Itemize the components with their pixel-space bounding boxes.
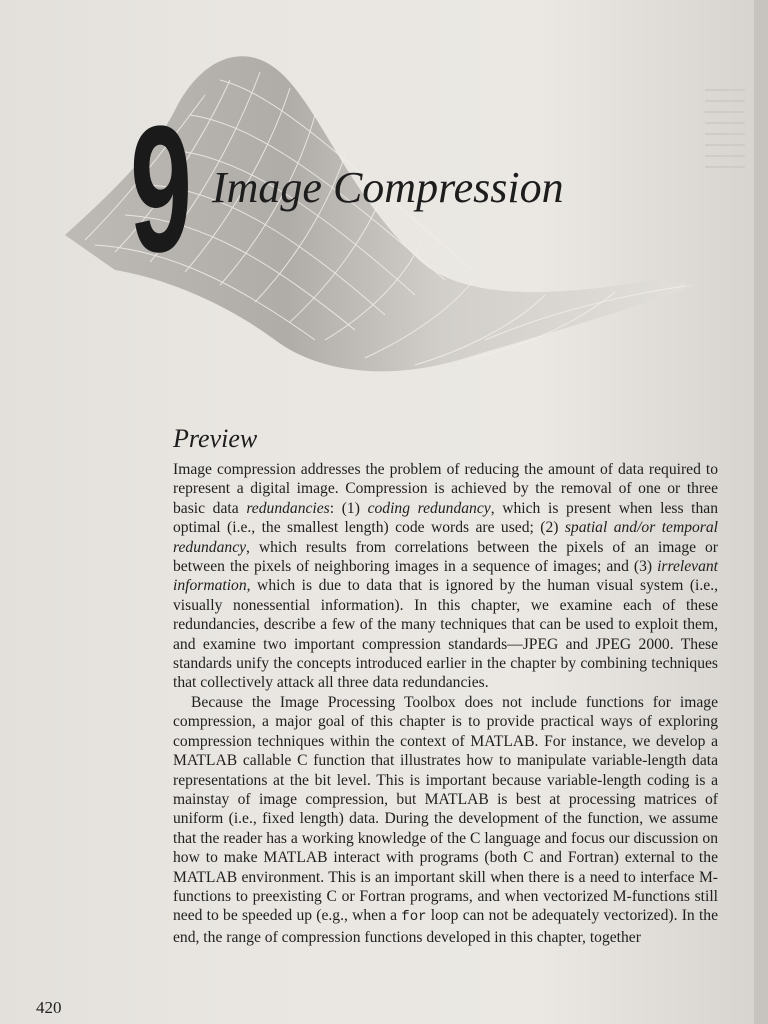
paragraph-2: Because the Image Processing Toolbox does not include functions for image compression, a major goal of this chapter is to provide practical ways of exploring compression techniques within the context of MATLAB. For instance, we develop a MATLAB callable C function that illustrates how to manipulate variable-length data representations at the bit level. This is important because variable-length coding is a mainstay of image compression, but MATLAB is best at processing matrices of uniform (i.e., fixed length) data. During the development of the function, we assume that the reader has a working knowledge of the C language and focus our discussion on how to make MATLAB interact with programs (both C and Fortran) external to the MATLAB environment. This is an important skill when there is a need to interface M-functions to preexisting C or Fortran programs, and when vectorized M-functions still need to be speeded up (e.g., when a for loop can not be adequately vectorized). In the end, the range of compression functions developed in this chapter, together bbox=[173, 693, 719, 946]
page-spine-shadow bbox=[754, 0, 768, 1024]
chapter-number: 9 bbox=[130, 89, 189, 290]
chapter-title: Image Compression bbox=[212, 163, 564, 212]
paragraph-1: Image compression addresses the problem of reducing the amount of data required to represent a digital image. Compression is achieved by the removal of one or three basic data redundancies: (1) coding redundancy, which is present when less than optimal (i.e., the smallest length) code words are used; (2) spatial and/or temporal redundancy, which results from correlations between the pixels of an image or between the pixels of neighboring images in a sequence of images; and (3) irrelevant information, which is due to data that is ignored by the human visual system (i.e., visually nonessential information). In this chapter, we examine each of these redundancies, describe a few of the many techniques that can be used to exploit them, and examine two important compression standards—JPEG and JPEG 2000. These standards unify the concepts introduced earlier in the chapter by combining techniques that collectively attack all three data redundancies. bbox=[173, 461, 719, 692]
page-number: 420 bbox=[36, 998, 62, 1017]
body-text bbox=[173, 460, 718, 947]
section-heading: Preview bbox=[173, 424, 258, 453]
